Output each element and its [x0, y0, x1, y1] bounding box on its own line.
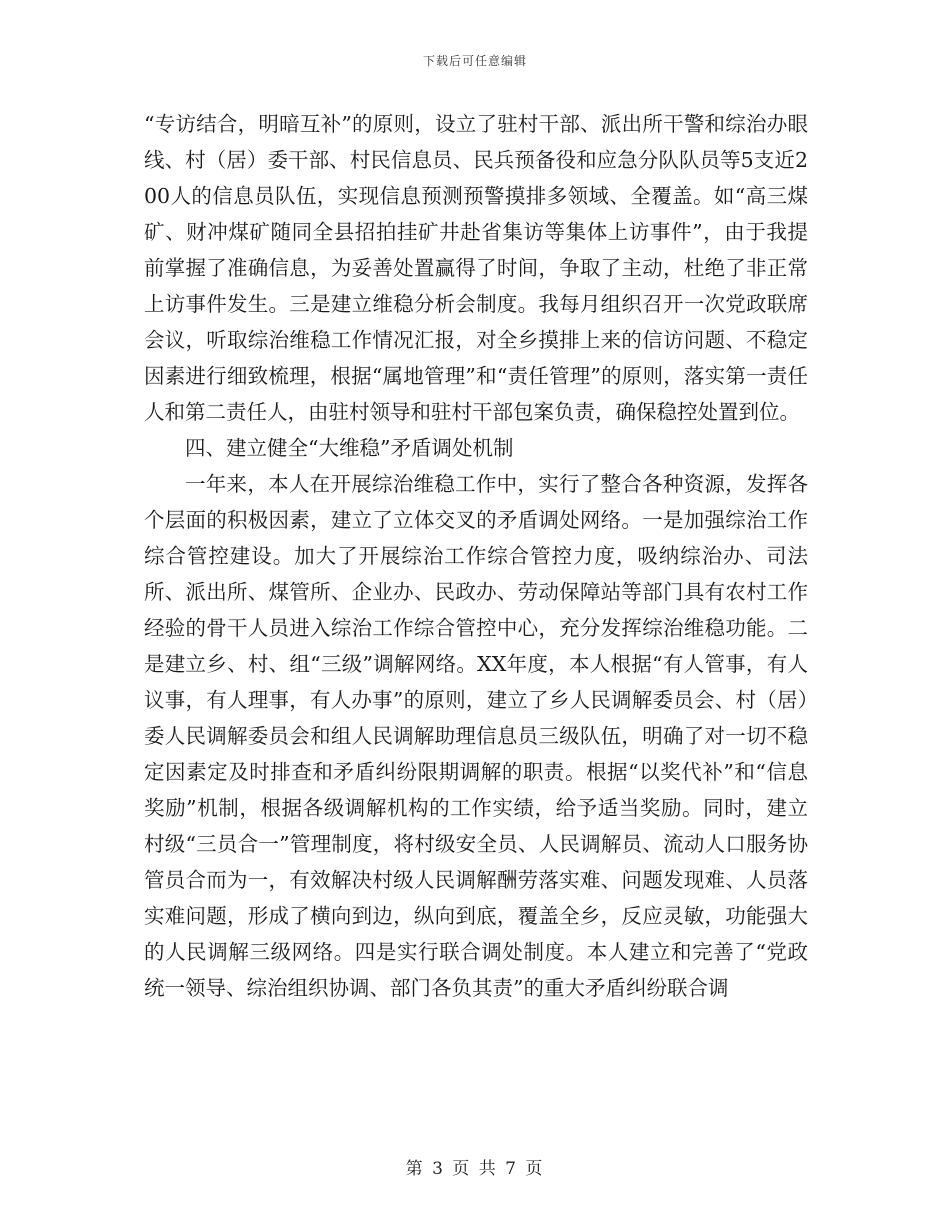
- page-number: 第 3 页 共 7 页: [405, 1159, 545, 1179]
- document-body: [144, 106, 808, 1006]
- page-header: 下载后可任意编辑: [422, 54, 527, 68]
- paragraph-section-4: 一年来，本人在开展综治维稳工作中，实行了整合各种资源，发挥各个层面的积极因素，建立了立体交叉的矛盾调处网络。一是加强综治工作综合管控建设。加大了开展综治工作综合管控力度，吸纳综治办、司法所、派出所、煤管所、企业办、民政办、劳动保障站等部门具有农村工作经验的骨干人员进入综治工作综合管控中心，充分发挥综治维稳功能。二是建立乡、村、组“三级”调解网络。XX年度，本人根据“有人管事，有人议事，有人理事，有人办事”的原则，建立了乡人民调解委员会、村（居）委人民调解委员会和组人民调解助理信息员三级队伍，明确了对一切不稳定因素定及时排查和矛盾纠纷限期调解的职责。根据“以奖代补”和“信息奖励”机制，根据各级调解机构的工作实绩，给予适当奖励。同时，建立村级“三员合一”管理制度，将村级安全员、人民调解员、流动人口服务协管员合而为一，有效解决村级人民调解酬劳落实难、问题发现难、人员落实难问题，形成了横向到边，纵向到底，覆盖全乡，反应灵敏，功能强大的人民调解三级网络。四是实行联合调处制度。本人建立和完善了“党政统一领导、综治组织协调、部门各负其责”的重大矛盾纠纷联合调: [144, 472, 808, 1000]
- paragraph-continuation: “专访结合，明暗互补”的原则，设立了驻村干部、派出所干警和综治办眼线、村（居）委干部、村民信息员、民兵预备役和应急分队队员等5支近200人的信息员队伍，实现信息预测预警摸排多领域、全覆盖。如“高三煤矿、财冲煤矿随同全县招拍挂矿井赴省集访等集体上访事件”，由于我提前掌握了准确信息，为妥善处置赢得了时间，争取了主动，杜绝了非正常上访事件发生。三是建立维稳分析会制度。我每月组织召开一次党政联席会议，听取综治维稳工作情况汇报，对全乡摸排上来的信访问题、不稳定因素进行细致梳理，根据“属地管理”和“责任管理”的原则，落实第一责任人和第二责任人，由驻村领导和驻村干部包案负责，确保稳控处置到位。: [144, 112, 808, 424]
- section-heading-4: 四、建立健全“大维稳”矛盾调处机制: [185, 436, 514, 460]
